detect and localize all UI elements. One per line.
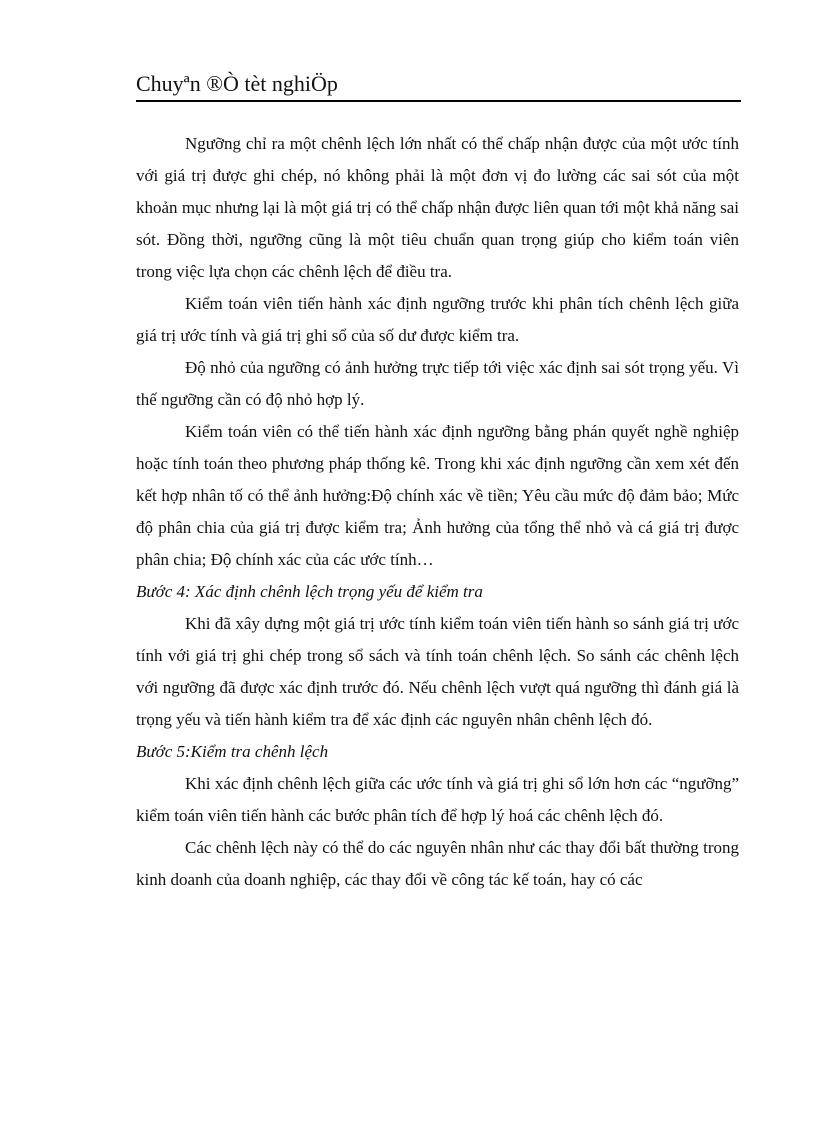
paragraph-threshold-method: Kiểm toán viên có thể tiến hành xác định ngưỡng bằng phán quyết nghề nghiệp hoặc tính toán theo phương pháp thống kê. Trong khi xác định ngưỡng cần xem xét đến kết hợp nhân tố có thể ảnh hưởng:Độ chính xác về tiền; Yêu cầu mức độ đảm bảo; Mức độ phân chia của giá trị được kiểm tra; Ảnh hưởng của tổng thể nhỏ và cá giá trị được phân chia; Độ chính xác của các ước tính… <box>136 422 739 569</box>
paragraph-causes: Các chênh lệch này có thể do các nguyên nhân như các thay đổi bất thường trong kinh doanh của doanh nghiệp, các thay đổi về công tác kế toán, hay có các <box>136 838 739 889</box>
page-header: Chuyªn ®Ò tèt nghiÖp <box>136 70 741 102</box>
paragraph-step-5: Khi xác định chênh lệch giữa các ước tính và giá trị ghi sổ lớn hơn các “ngưỡng” kiểm toán viên tiến hành các bước phân tích để hợp lý hoá các chênh lệch đó. <box>136 774 739 825</box>
step-5-heading: Bước 5:Kiểm tra chênh lệch <box>136 742 329 761</box>
paragraph-step-4: Khi đã xây dựng một giá trị ước tính kiểm toán viên tiến hành so sánh giá trị ước tính với giá trị ghi chép trong sổ sách và tính toán chênh lệch. So sánh các chênh lệch với ngưỡng đã được xác định trước đó. Nếu chênh lệch vượt quá ngưỡng thì đánh giá là trọng yếu và tiến hành kiểm tra để xác định các nguyên nhân chênh lệch đó. <box>136 614 739 729</box>
paragraph-threshold-size: Độ nhỏ của ngưỡng có ảnh hưởng trực tiếp tới việc xác định sai sót trọng yếu. Vì thế ngưỡng cần có độ nhỏ hợp lý. <box>136 358 739 409</box>
document-body <box>136 128 739 896</box>
paragraph-threshold-definition: Ngưỡng chỉ ra một chênh lệch lớn nhất có thể chấp nhận được của một ước tính với giá trị được ghi chép, nó không phải là một đơn vị đo lường các sai sót của một khoản mục nhưng lại là một giá trị có thể chấp nhận được liên quan tới một khả năng sai sót. Đồng thời, ngưỡng cũng là một tiêu chuẩn quan trọng giúp cho kiểm toán viên trong việc lựa chọn các chênh lệch để điều tra. <box>136 134 739 281</box>
paragraph-threshold-timing: Kiểm toán viên tiến hành xác định ngưỡng trước khi phân tích chênh lệch giữa giá trị ước tính và giá trị ghi sổ của số dư được kiểm tra. <box>136 294 739 345</box>
step-4-heading: Bước 4: Xác định chênh lệch trọng yếu để kiểm tra <box>136 582 483 601</box>
